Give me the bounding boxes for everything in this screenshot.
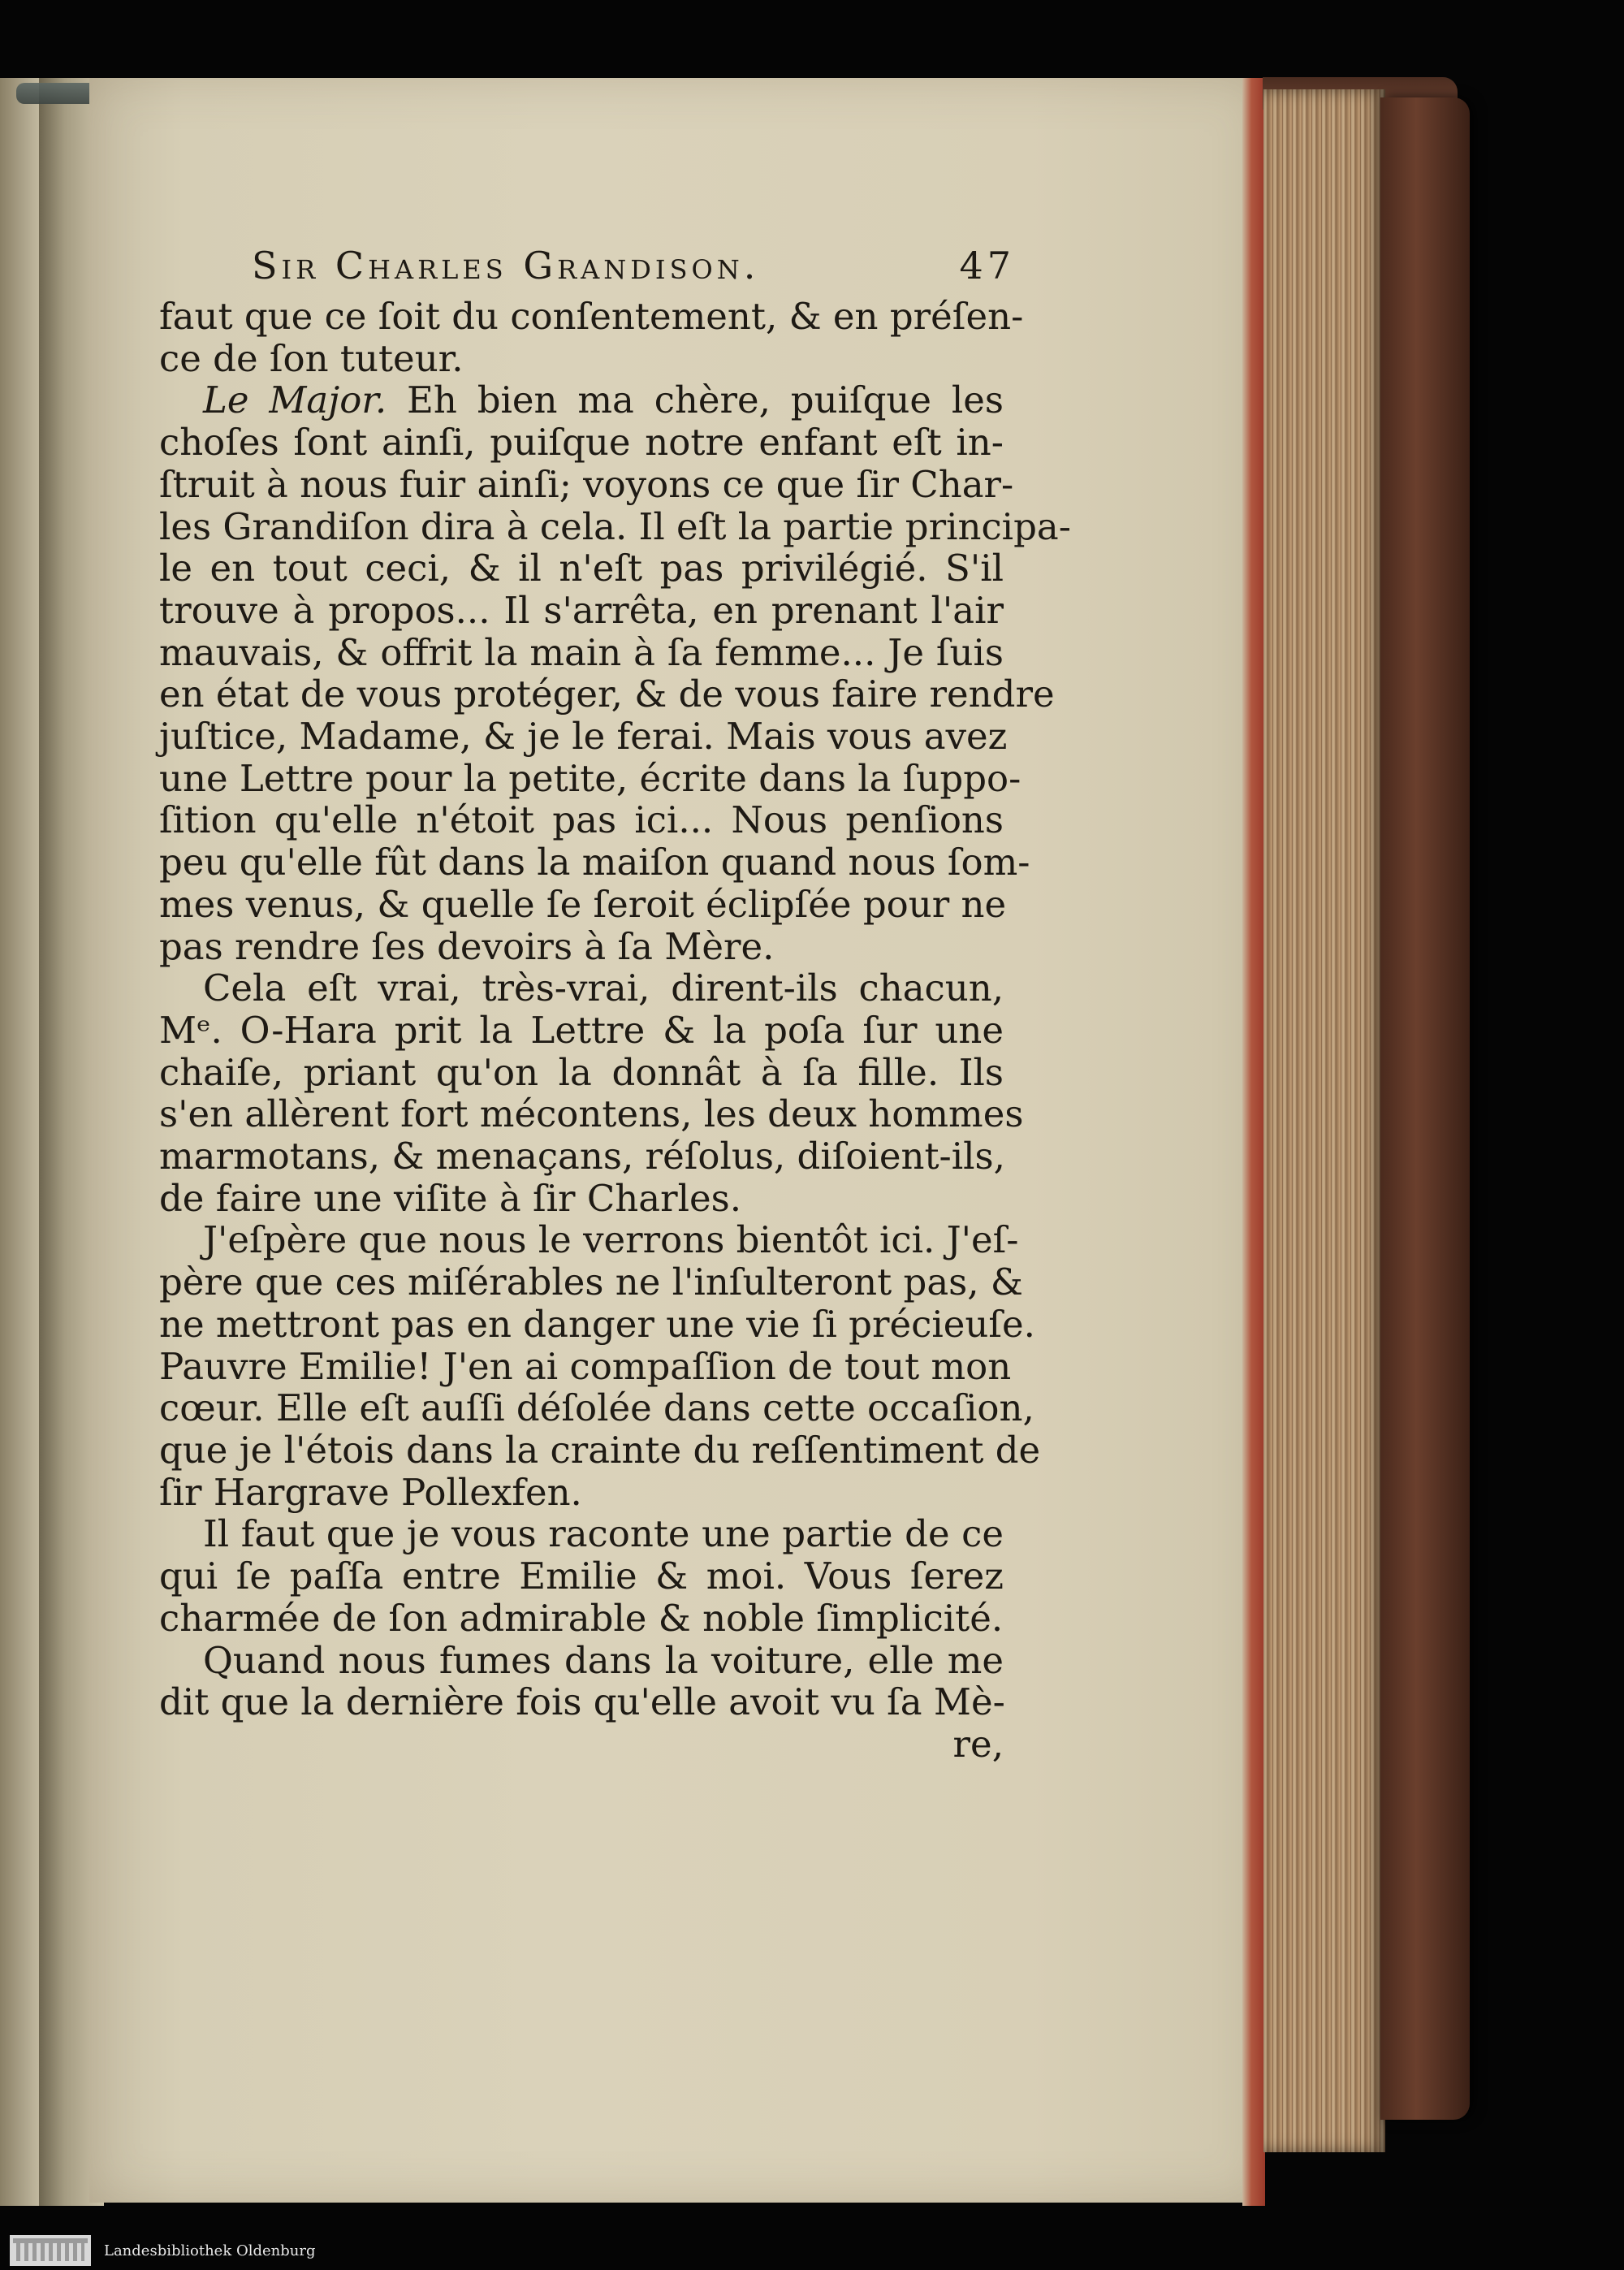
text-line: J'eſpère que nous le verrons bientôt ici. J'eſ- xyxy=(203,1218,1019,1262)
text-line: trouve à propos... Il s'arrêta, en prenant l'air xyxy=(159,588,1004,632)
book-cover xyxy=(1380,97,1470,2120)
footer-bar xyxy=(0,2231,1624,2270)
speaker-name: Le Major. xyxy=(203,378,387,422)
text-line: le en tout ceci, & il n'eſt pas privilégié. S'il xyxy=(159,547,1004,590)
text-line: dit que la dernière fois qu'elle avoit vu ſa Mè- xyxy=(159,1680,1005,1724)
catchword: re, xyxy=(952,1722,1004,1766)
text-line: Le Major. Eh bien ma chère, puiſque les xyxy=(203,378,1004,422)
text-line: s'en allèrent fort mécontens, les deux hommes xyxy=(159,1092,1024,1136)
text-line-speaker xyxy=(159,379,1004,422)
text-line: mes venus, & quelle ſe ſeroit éclipſée pour ne xyxy=(159,882,1007,926)
text-line: père que ces miſérables ne l'inſulteront pas, & xyxy=(159,1260,1023,1304)
text-line: Il faut que je vous raconte une partie de ce xyxy=(203,1512,1004,1556)
library-building-icon xyxy=(10,2235,91,2266)
text-line: choſes ſont ainſi, puiſque notre enfant eſt in- xyxy=(159,421,1004,465)
text-line: Mᵉ. O-Hara prit la Lettre & la poſa ſur une xyxy=(159,1008,1004,1052)
body-text xyxy=(159,295,1071,1766)
text-line: qui ſe paſſa entre Emilie & moi. Vous ſerez xyxy=(159,1554,1004,1598)
page-text-block xyxy=(159,244,1071,1766)
text-line: une Lettre pour la petite, écrite dans la ſuppo- xyxy=(159,756,1021,800)
text-line: Cela eſt vrai, très-vrai, dirent-ils chacun, xyxy=(203,966,1004,1010)
text-line: chaiſe, priant qu'on la donnât à ſa fille. Ils xyxy=(159,1050,1004,1094)
text-line: de faire une viſite à ſir Charles. xyxy=(159,1176,742,1220)
page-block-edges xyxy=(1263,89,1385,2152)
text-line: pas rendre ſes devoirs à ſa Mère. xyxy=(159,924,775,968)
running-head-title: Sir Charles Grandison. xyxy=(252,244,760,288)
text-line: les Grandiſon dira à cela. Il eſt la partie principa- xyxy=(159,504,1071,548)
text-line: Pauvre Emilie! J'en ai compaſſion de tout mon xyxy=(159,1344,1012,1388)
text-line: juſtice, Madame, & je le ferai. Mais vous avez xyxy=(159,715,1008,759)
text-line: ſtruit à nous fuir ainſi; voyons ce que ſir Char- xyxy=(159,462,1014,506)
text-line: ſir Hargrave Pollexfen. xyxy=(159,1470,582,1514)
text-line: ne mettront pas en danger une vie ſi précieuſe. xyxy=(159,1302,1035,1346)
text-line: ſition qu'elle n'étoit pas ici... Nous penſions xyxy=(159,798,1004,842)
text-line: peu qu'elle fût dans la maiſon quand nous ſom- xyxy=(159,841,1030,884)
text-line: marmotans, & menaçans, réſolus, diſoient-ils, xyxy=(159,1135,1005,1178)
text-line: que je l'étois dans la crainte du reſſentiment de xyxy=(159,1428,1041,1472)
text-line: ce de ſon tuteur. xyxy=(159,336,464,380)
red-page-edge xyxy=(1242,78,1265,2206)
text-line: charmée de ſon admirable & noble ſimplicité. xyxy=(159,1596,1004,1640)
text-line: en état de vous protéger, & de vous faire rendre xyxy=(159,672,1055,716)
page-number: 47 xyxy=(959,244,1015,288)
text-line: faut que ce ſoit du conſentement, & en préſen- xyxy=(159,295,1024,338)
running-head xyxy=(252,244,1015,288)
text-line: Quand nous fumes dans la voiture, elle me xyxy=(203,1638,1004,1682)
text-line: cœur. Elle eſt auſſi déſolée dans cette occaſion, xyxy=(159,1386,1034,1430)
text-line: mauvais, & offrit la main à ſa femme... Je ſuis xyxy=(159,630,1004,674)
library-name: Landesbibliothek Oldenburg xyxy=(104,2242,316,2259)
